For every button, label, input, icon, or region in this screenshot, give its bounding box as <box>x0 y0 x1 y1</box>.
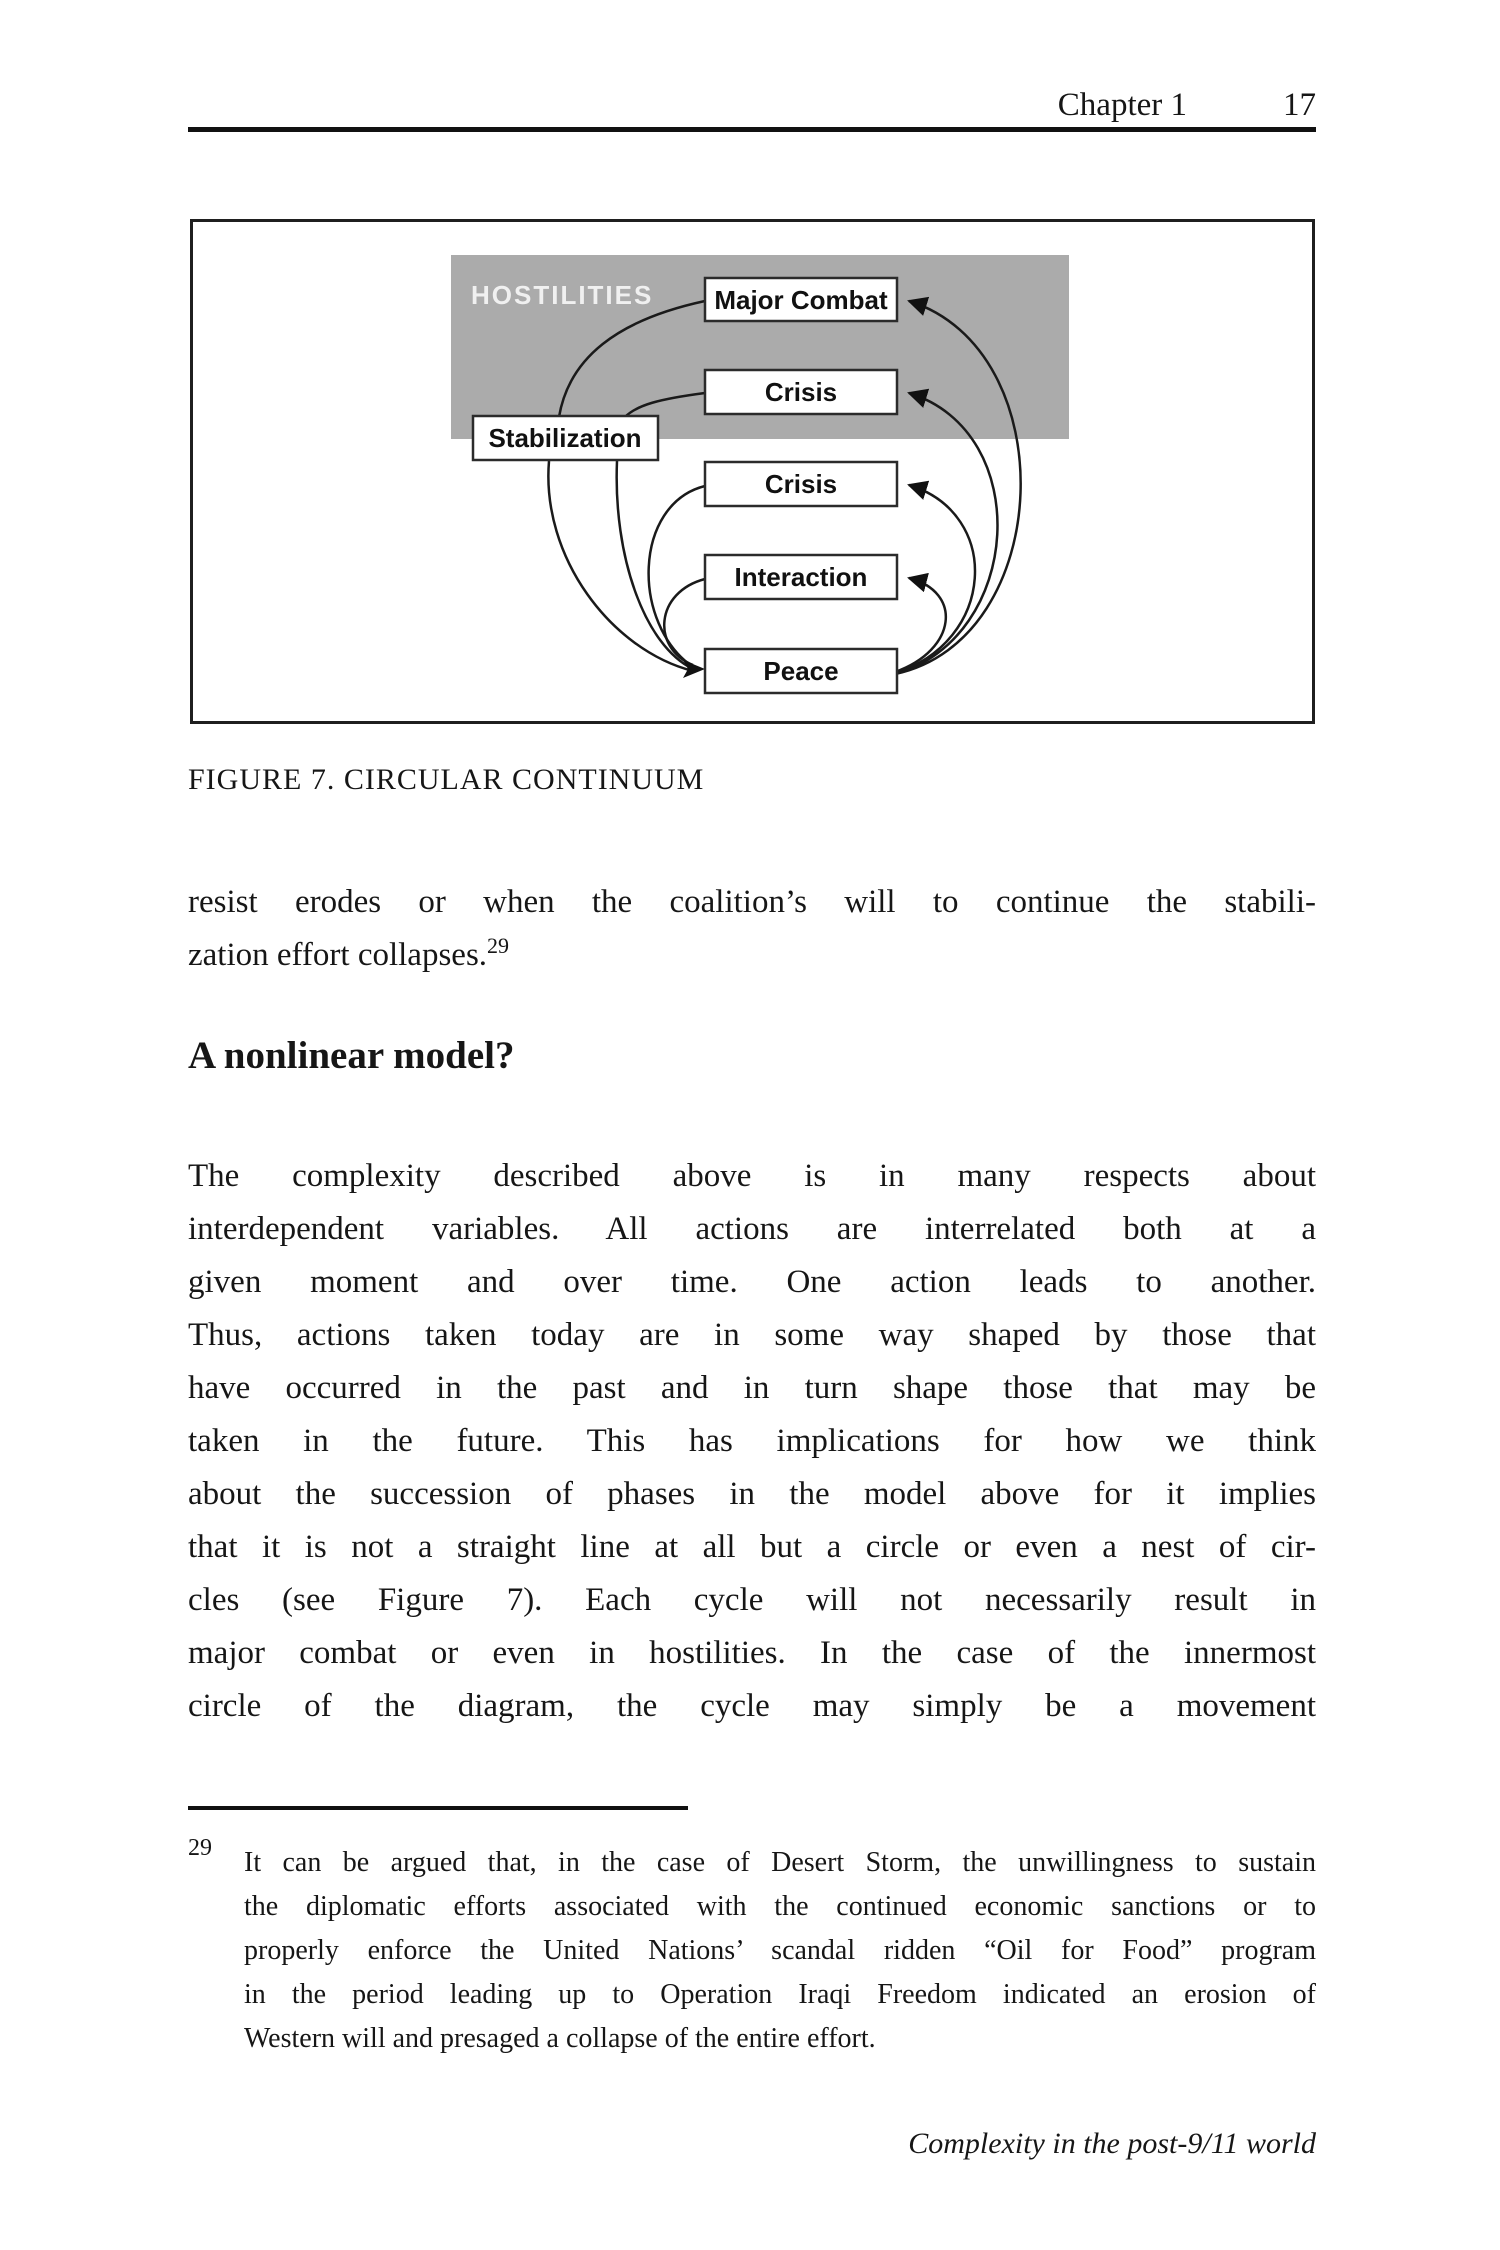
text-line: circle of the diagram, the cycle may simply be a movement <box>188 1688 1316 1724</box>
footnote-line: properly enforce the United Nations’ scandal ridden “Oil for Food” program <box>244 1935 1316 1966</box>
box-crisis-upper-label: Crisis <box>764 377 838 407</box>
running-header <box>188 84 1316 126</box>
text-line: that it is not a straight line at all but a circle or even a nest of cir- <box>188 1529 1316 1565</box>
text-line-text: zation effort collapses. <box>188 937 488 973</box>
text-line: about the succession of phases in the model above for it implies <box>188 1476 1316 1512</box>
figure-caption: FIGURE 7. CIRCULAR CONTINUUM <box>188 763 705 796</box>
figure-frame <box>190 219 1315 724</box>
hostilities-label: HOSTILITIES <box>471 280 654 310</box>
box-peace-label: Peace <box>763 656 839 686</box>
text-line: cles (see Figure 7). Each cycle will not necessarily result in <box>188 1582 1316 1618</box>
footnote-reference: 29 <box>487 932 510 958</box>
footnote-marker: 29 <box>188 1835 212 1861</box>
footnote-separator <box>188 1806 688 1810</box>
main-paragraph <box>188 1150 1316 1733</box>
paragraph-continuation <box>188 876 1316 982</box>
box-interaction-label: Interaction <box>734 562 868 592</box>
text-line: The complexity described above is in many respects about <box>188 1158 1316 1194</box>
footnote-line: the diplomatic efforts associated with the continued economic sanctions or to <box>244 1891 1316 1922</box>
footnote-line: Western will and presaged a collapse of the entire effort. <box>244 2023 876 2054</box>
running-footer: Complexity in the post-9/11 world <box>908 2127 1316 2160</box>
text-line: Thus, actions taken today are in some way shaped by those that <box>188 1317 1316 1353</box>
text-line: resist erodes or when the coalition’s will to continue the stabili- <box>188 884 1316 920</box>
text-line: taken in the future. This has implications for how we think <box>188 1423 1316 1459</box>
footnote-line: in the period leading up to Operation Iraqi Freedom indicated an erosion of <box>244 1979 1316 2010</box>
text-line: given moment and over time. One action leads to another. <box>188 1264 1316 1300</box>
footnote-line: It can be argued that, in the case of Desert Storm, the unwillingness to sustain <box>244 1847 1316 1878</box>
footnote-block <box>244 1841 1316 2061</box>
circular-continuum-diagram <box>193 222 1312 721</box>
text-line: interdependent variables. All actions are interrelated both at a <box>188 1211 1316 1247</box>
section-heading: A nonlinear model? <box>188 1034 515 1077</box>
page-number: 17 <box>1283 87 1316 123</box>
box-crisis-lower-label: Crisis <box>764 469 838 499</box>
box-stabilization-label: Stabilization <box>488 423 642 453</box>
arc-crisislower-to-peace <box>649 486 705 667</box>
chapter-label: Chapter 1 <box>1057 87 1187 123</box>
arc-stabilization-to-peace-outer <box>548 461 693 671</box>
text-line <box>188 929 1316 982</box>
text-line: have occurred in the past and in turn shape those that may be <box>188 1370 1316 1406</box>
box-major-combat-label: Major Combat <box>714 285 888 315</box>
text-line: major combat or even in hostilities. In the case of the innermost <box>188 1635 1316 1671</box>
header-rule <box>188 127 1316 132</box>
